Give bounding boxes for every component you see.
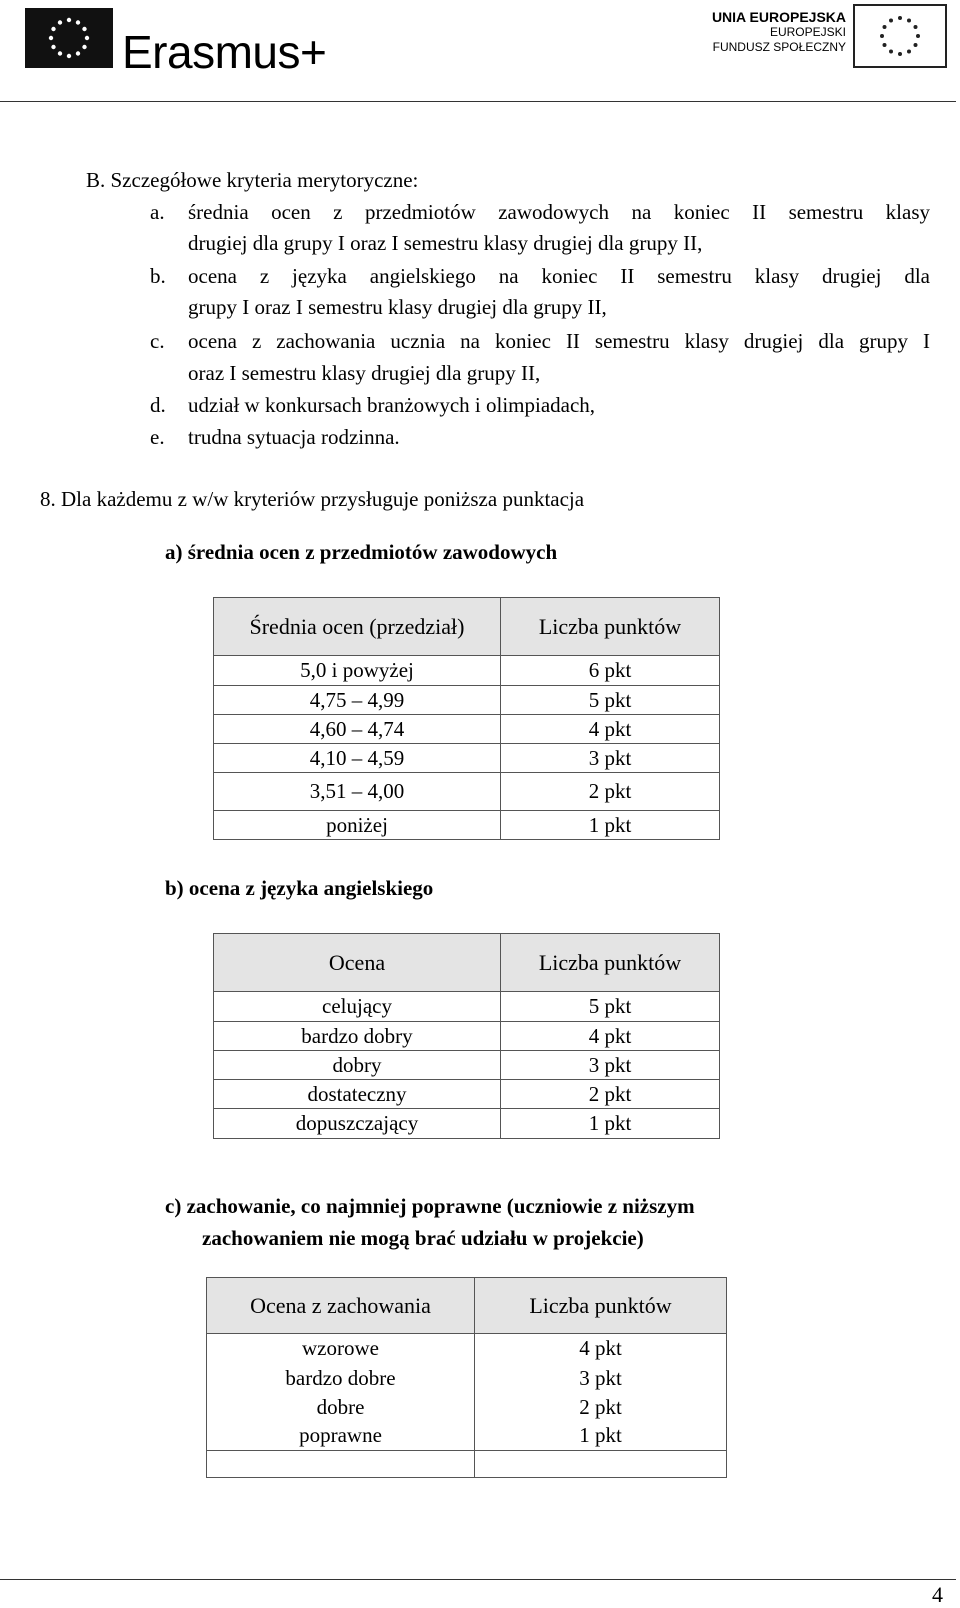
efs-flag-logo: [853, 4, 947, 68]
table-cell: dopuszczający: [214, 1109, 501, 1139]
item-b-marker: b.: [150, 264, 166, 288]
item-a-line1: średnia ocen z przedmiotów zawodowych na koniec II semestru klasy: [188, 200, 930, 224]
item-e-line1: trudna sytuacja rodzinna.: [188, 425, 400, 449]
table-cell: poprawne: [207, 1422, 475, 1451]
table-cell: wzorowe: [207, 1334, 475, 1364]
erasmus-plus-logo: Erasmus+: [122, 26, 327, 78]
table-cell: 3 pkt: [501, 744, 720, 773]
item-e-marker: e.: [150, 425, 165, 449]
eu-stars-icon: [25, 8, 113, 68]
table-cell: 4 pkt: [501, 1022, 720, 1051]
footer-divider: [0, 1579, 956, 1580]
ue-line2: EUROPEJSKI: [769, 25, 846, 39]
eu-fund-label: [690, 10, 846, 55]
table-cell: 4 pkt: [501, 715, 720, 744]
table-row: [207, 1364, 727, 1393]
table-row: [214, 811, 720, 840]
table-row: [214, 715, 720, 744]
table-c-heading-line2: zachowaniem nie mogą brać udziału w projekcie): [202, 1226, 644, 1250]
table-row: [214, 773, 720, 811]
table-cell: 5 pkt: [501, 992, 720, 1022]
table-a: [213, 597, 720, 840]
table-row: [214, 1051, 720, 1080]
table-b-col1-header: Ocena: [214, 934, 501, 992]
table-row: [207, 1422, 727, 1451]
header-divider: [0, 101, 956, 102]
table-cell: dobre: [207, 1393, 475, 1422]
item-c-line2: oraz I semestru klasy drugiej dla grupy II,: [188, 361, 541, 385]
table-c-col2-header: Liczba punktów: [475, 1278, 727, 1334]
table-cell: 2 pkt: [501, 1080, 720, 1109]
eu-stars-outline-icon: [855, 6, 945, 66]
table-cell: celujący: [214, 992, 501, 1022]
item-d-marker: d.: [150, 393, 166, 417]
table-cell: 4,75 – 4,99: [214, 686, 501, 715]
table-row: [207, 1334, 727, 1364]
table-c: [206, 1277, 727, 1478]
table-row: [214, 1080, 720, 1109]
table-cell: 3 pkt: [501, 1051, 720, 1080]
item-b-line1: ocena z języka angielskiego na koniec II semestru klasy drugiej dla: [188, 264, 930, 288]
table-cell: 4 pkt: [475, 1334, 727, 1364]
table-cell: 2 pkt: [501, 773, 720, 811]
ue-line3: FUNDUSZ SPOŁECZNY: [712, 40, 846, 54]
table-cell: dobry: [214, 1051, 501, 1080]
table-cell: 3 pkt: [475, 1364, 727, 1393]
table-cell: 5 pkt: [501, 686, 720, 715]
table-cell: 1 pkt: [475, 1422, 727, 1451]
table-b: [213, 933, 720, 1139]
table-a-col2-header: Liczba punktów: [501, 598, 720, 656]
table-cell: 6 pkt: [501, 656, 720, 686]
table-cell: 5,0 i powyżej: [214, 656, 501, 686]
table-row: [214, 744, 720, 773]
item-b-line2: grupy I oraz I semestru klasy drugiej dla grupy II,: [188, 295, 607, 319]
ue-title: UNIA EUROPEJSKA: [711, 9, 846, 25]
table-c-heading-line1: c) zachowanie, co najmniej poprawne (uczniowie z niższym: [165, 1194, 695, 1218]
table-row-empty: [207, 1451, 727, 1478]
item-c-line1: ocena z zachowania ucznia na koniec II semestru klasy drugiej dla grupy I: [188, 329, 930, 353]
item-a-line2: drugiej dla grupy I oraz I semestru klasy drugiej dla grupy II,: [188, 231, 703, 255]
table-cell: 2 pkt: [475, 1393, 727, 1422]
item-a-marker: a.: [150, 200, 165, 224]
table-cell: 4,10 – 4,59: [214, 744, 501, 773]
table-row: [214, 1022, 720, 1051]
table-b-col2-header: Liczba punktów: [501, 934, 720, 992]
table-cell: 3,51 – 4,00: [214, 773, 501, 811]
table-cell: 1 pkt: [501, 811, 720, 840]
table-cell: poniżej: [214, 811, 501, 840]
table-row: [207, 1393, 727, 1422]
table-cell: 1 pkt: [501, 1109, 720, 1139]
table-cell: 4,60 – 4,74: [214, 715, 501, 744]
table-cell: bardzo dobry: [214, 1022, 501, 1051]
table-c-col1-header: Ocena z zachowania: [207, 1278, 475, 1334]
table-a-col1-header: Średnia ocen (przedział): [214, 598, 501, 656]
table-cell: bardzo dobre: [207, 1364, 475, 1393]
item-d-line1: udział w konkursach branżowych i olimpiadach,: [188, 393, 596, 417]
point-8-text: 8. Dla każdemu z w/w kryteriów przysługuje poniższa punktacja: [40, 487, 585, 511]
table-cell: dostateczny: [214, 1080, 501, 1109]
item-c-marker: c.: [150, 329, 165, 353]
table-cell-empty: [207, 1451, 475, 1478]
table-b-heading: b) ocena z języka angielskiego: [165, 876, 434, 900]
table-a-heading: a) średnia ocen z przedmiotów zawodowych: [165, 540, 558, 564]
section-b-title: B. Szczegółowe kryteria merytoryczne:: [86, 168, 419, 192]
table-row: [214, 686, 720, 715]
table-row: [214, 1109, 720, 1139]
eu-flag-logo: [25, 8, 113, 68]
page-number: 4: [932, 1582, 943, 1607]
table-cell-empty: [475, 1451, 727, 1478]
table-row: [214, 992, 720, 1022]
table-row: [214, 656, 720, 686]
